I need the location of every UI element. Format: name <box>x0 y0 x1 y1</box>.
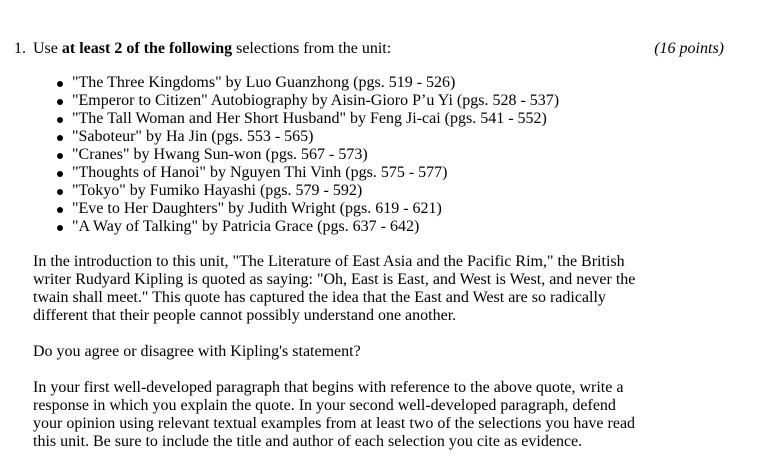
selection-text: "A Way of Talking" by Patricia Grace (pgs. 637 - 642) <box>72 218 420 235</box>
question-instruction <box>33 40 391 58</box>
bullet-icon <box>57 207 63 213</box>
list-item <box>52 74 559 92</box>
list-item <box>52 110 559 128</box>
list-item <box>52 200 559 218</box>
selection-text: "Saboteur" by Ha Jin (pgs. 553 - 565) <box>72 128 314 145</box>
selection-text: "The Three Kingdoms" by Luo Guanzhong (pgs. 519 - 526) <box>72 74 456 91</box>
bullet-icon <box>57 81 63 87</box>
bullet-icon <box>57 225 63 231</box>
truncated-text-line <box>33 462 333 469</box>
bullet-icon <box>57 117 63 123</box>
question-number: 1. <box>14 40 26 57</box>
question-prompt: Do you agree or disagree with Kipling's statement? <box>33 343 361 360</box>
bullet-icon <box>57 135 63 141</box>
selection-text: "Thoughts of Hanoi" by Nguyen Thi Vinh (pgs. 575 - 577) <box>72 164 448 181</box>
instructions-paragraph: In your first well-developed paragraph that begins with reference to the above quote, write a response in which you explain the quote. In your second well-developed paragraph, defend your opinion using relevant textual examples from at least two of the selections you have read this unit. Be sure to include the title and author of each selection you cite as evidence. <box>33 379 636 450</box>
question-header <box>14 40 724 58</box>
selection-text: "The Tall Woman and Her Short Husband" by Feng Ji-cai (pgs. 541 - 552) <box>72 110 547 127</box>
selection-text: "Eve to Her Daughters" by Judith Wright (pgs. 619 - 621) <box>72 200 442 217</box>
list-item <box>52 182 559 200</box>
bullet-icon <box>57 189 63 195</box>
instruction-emphasis: at least 2 of the following <box>61 40 233 57</box>
selection-text: "Emperor to Citizen" Autobiography by Aisin-Gioro P’u Yi (pgs. 528 - 537) <box>72 92 560 109</box>
list-item <box>52 128 559 146</box>
bullet-icon <box>57 171 63 177</box>
instruction-suffix: selections from the unit: <box>232 40 392 57</box>
list-item <box>52 92 559 110</box>
list-item <box>52 146 559 164</box>
selection-text: "Tokyo" by Fumiko Hayashi (pgs. 579 - 592) <box>72 182 363 199</box>
list-item <box>52 164 559 182</box>
bullet-icon <box>57 153 63 159</box>
selection-text: "Cranes" by Hwang Sun-won (pgs. 567 - 573) <box>72 146 368 163</box>
points-label: (16 points) <box>654 40 724 57</box>
selection-list <box>52 74 559 236</box>
bullet-icon <box>57 99 63 105</box>
intro-paragraph: In the introduction to this unit, "The Literature of East Asia and the Pacific Rim," the British writer Rudyard Kipling is quoted as saying: "Oh, East is East, and West is West, and never the twain shall meet." This quote has captured the idea that the East and West are so radically different that their people cannot possibly understand one another. <box>33 253 636 324</box>
list-item <box>52 218 559 236</box>
instruction-prefix: Use <box>33 40 62 57</box>
